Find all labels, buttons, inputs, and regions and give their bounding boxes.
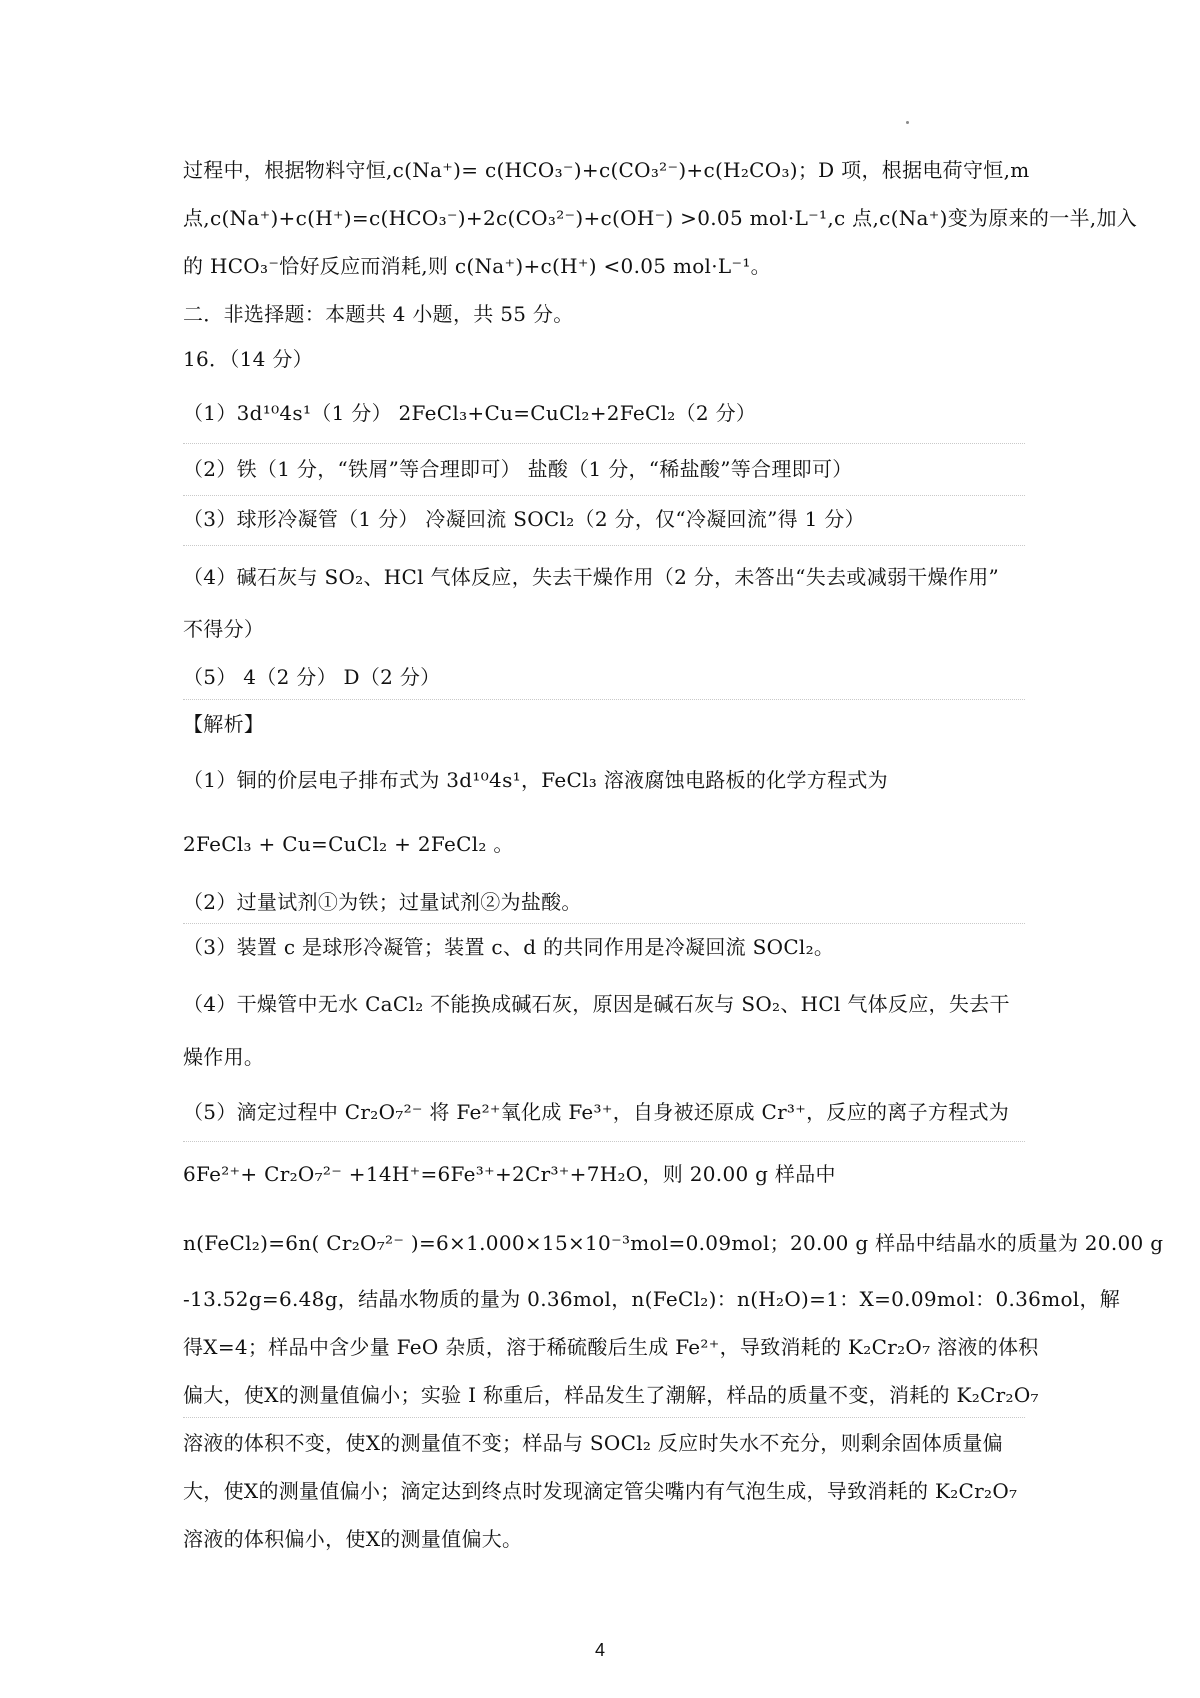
- analysis-line: 溶液的体积偏小，使X的测量值偏大。: [183, 1527, 523, 1551]
- dotted-separator: [183, 443, 1025, 444]
- answer-line: （4）碱石灰与 SO₂、HCl 气体反应，失去干燥作用（2 分，未答出“失去或减弱干燥作用”: [183, 565, 1000, 589]
- analysis-line: （3）装置 c 是球形冷凝管；装置 c、d 的共同作用是冷凝回流 SOCl₂。: [183, 935, 835, 959]
- dotted-separator: [183, 923, 1025, 924]
- analysis-line: 溶液的体积不变，使X的测量值不变；样品与 SOCl₂ 反应时失水不充分，则剩余固体质量偏: [183, 1431, 1003, 1455]
- text-line: 过程中，根据物料守恒,c(Na⁺)= c(HCO₃⁻)+c(CO₃²⁻)+c(H₂CO₃)；D 项，根据电荷守恒,m: [183, 158, 1030, 182]
- analysis-line: -13.52g=6.48g，结晶水物质的量为 0.36mol，n(FeCl₂)：n(H₂O)=1：X=0.09mol：0.36mol，解: [183, 1287, 1121, 1311]
- analysis-line: 2FeCl₃ + Cu=CuCl₂ + 2FeCl₂ 。: [183, 832, 514, 856]
- analysis-line: n(FeCl₂)=6n( Cr₂O₇²⁻ )=6×1.000×15×10⁻³mol=0.09mol；20.00 g 样品中结晶水的质量为 20.00 g: [183, 1231, 1164, 1255]
- question-heading: 16．（14 分）: [183, 347, 313, 371]
- analysis-line: 得X=4；样品中含少量 FeO 杂质，溶于稀硫酸后生成 Fe²⁺，导致消耗的 K₂Cr₂O₇ 溶液的体积: [183, 1335, 1039, 1359]
- answer-line: （5） 4（2 分） D（2 分）: [183, 665, 441, 689]
- page-number: 4: [594, 1640, 605, 1660]
- analysis-heading: 【解析】: [183, 712, 265, 736]
- analysis-line: （2）过量试剂①为铁；过量试剂②为盐酸。: [183, 890, 582, 914]
- analysis-line: （4）干燥管中无水 CaCl₂ 不能换成碱石灰，原因是碱石灰与 SO₂、HCl 气体反应，失去干: [183, 992, 1010, 1016]
- analysis-line: （1）铜的价层电子排布式为 3d¹⁰4s¹，FeCl₃ 溶液腐蚀电路板的化学方程式为: [183, 768, 888, 792]
- answer-line: （2）铁（1 分，“铁屑”等合理即可） 盐酸（1 分，“稀盐酸”等合理即可）: [183, 457, 853, 481]
- analysis-line: 大，使X的测量值偏小；滴定达到终点时发现滴定管尖嘴内有气泡生成，导致消耗的 K₂Cr₂O₇: [183, 1479, 1018, 1503]
- analysis-line: 燥作用。: [183, 1045, 265, 1069]
- dotted-separator: [183, 545, 1025, 546]
- dotted-separator: [183, 495, 1025, 496]
- answer-line: （3）球形冷凝管（1 分） 冷凝回流 SOCl₂（2 分，仅“冷凝回流”得 1 分）: [183, 507, 865, 531]
- analysis-line: 6Fe²⁺+ Cr₂O₇²⁻ +14H⁺=6Fe³⁺+2Cr³⁺+7H₂O，则 20.00 g 样品中: [183, 1162, 836, 1186]
- text-line: 点,c(Na⁺)+c(H⁺)=c(HCO₃⁻)+2c(CO₃²⁻)+c(OH⁻) >0.05 mol·L⁻¹,c 点,c(Na⁺)变为原来的一半,加入: [183, 206, 1138, 230]
- dotted-separator: [183, 1141, 1025, 1142]
- stray-dot: [906, 121, 909, 124]
- answer-line: 不得分）: [183, 617, 265, 641]
- dotted-separator: [183, 1417, 1025, 1418]
- dotted-separator: [183, 699, 1025, 700]
- answer-line: （1）3d¹⁰4s¹（1 分） 2FeCl₃+Cu=CuCl₂+2FeCl₂（2 分）: [183, 401, 757, 425]
- text-line: 的 HCO₃⁻恰好反应而消耗,则 c(Na⁺)+c(H⁺) <0.05 mol·L⁻¹。: [183, 254, 771, 278]
- section-heading: 二．非选择题：本题共 4 小题，共 55 分。: [183, 302, 574, 326]
- analysis-line: （5）滴定过程中 Cr₂O₇²⁻ 将 Fe²⁺氧化成 Fe³⁺，自身被还原成 Cr³⁺，反应的离子方程式为: [183, 1100, 1010, 1124]
- analysis-line: 偏大，使X的测量值偏小；实验 I 称重后，样品发生了潮解，样品的质量不变，消耗的 K₂Cr₂O₇: [183, 1383, 1039, 1407]
